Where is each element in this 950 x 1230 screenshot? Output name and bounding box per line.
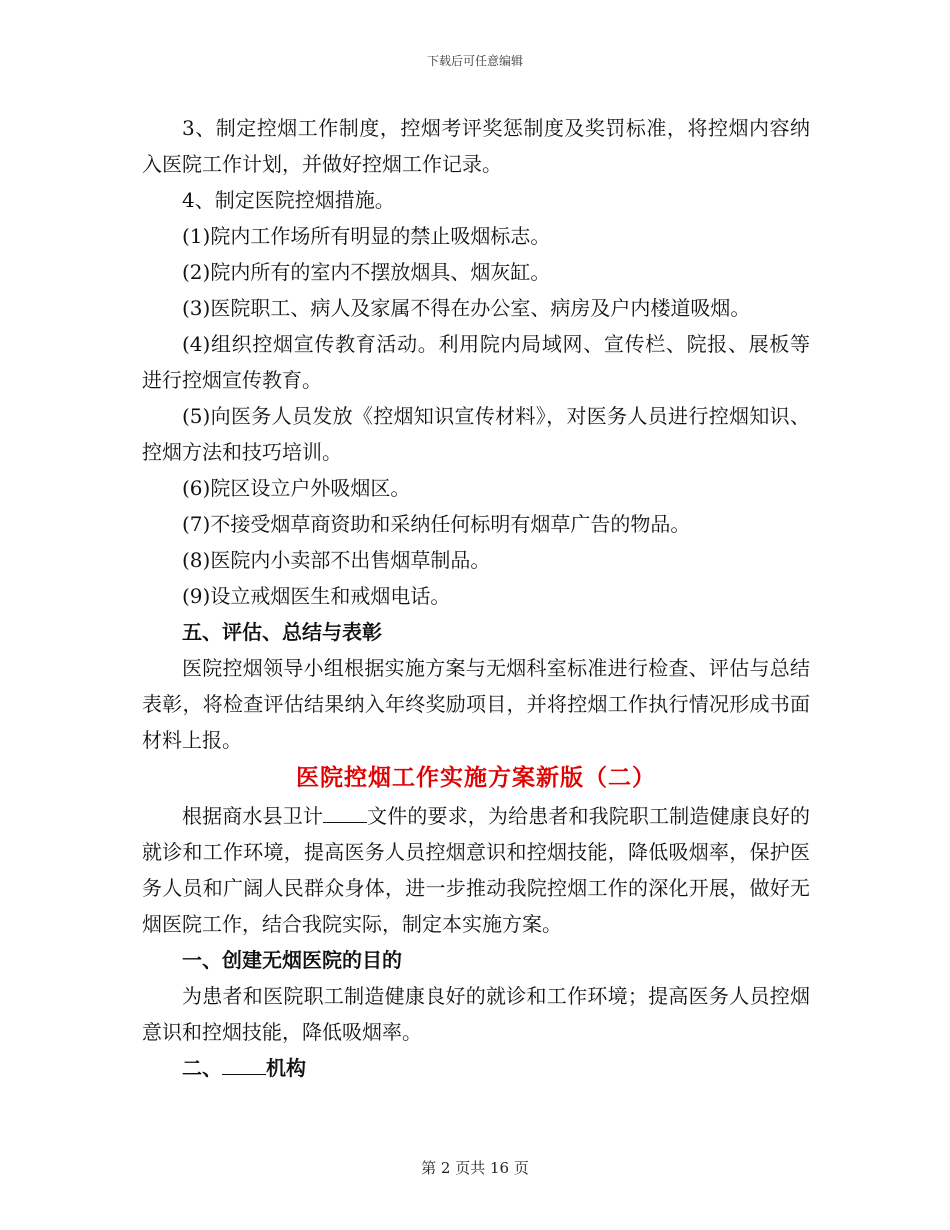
section-heading-1: 一、创建无烟医院的目的 xyxy=(182,948,402,972)
list-item-6: (6)院区设立户外吸烟区。 xyxy=(182,476,411,500)
list-item-5: (5)向医务人员发放《控烟知识宣传材料》，对医务人员进行控烟知识、控烟方法和技巧培训。 xyxy=(142,404,810,464)
section-heading-5: 五、评估、总结与表彰 xyxy=(182,620,382,644)
paragraph-3: 3、制定控烟工作制度，控烟考评奖惩制度及奖罚标准，将控烟内容纳入医院工作计划，并做好控烟工作记录。 xyxy=(142,116,810,176)
list-item-9: (9)设立戒烟医生和戒烟电话。 xyxy=(182,584,451,608)
list-item-8: (8)医院内小卖部不出售烟草制品。 xyxy=(182,548,491,572)
heading-2-suffix: 机构 xyxy=(266,1056,306,1080)
intro-text-rest: 文件的要求，为给患者和我院职工制造健康良好的就诊和工作环境，提高医务人员控烟意识和控烟技能，降低吸烟率，保护医务人员和广阔人民群众身体，进一步推动我院控烟工作的深化开展，做好无烟医院工作，结合我院实际，制定本实施方案。 xyxy=(142,804,811,936)
list-item-4: (4)组织控烟宣传教育活动。利用院内局域网、宣传栏、院报、展板等进行控烟宣传教育。 xyxy=(142,332,810,392)
list-item-3: (3)医院职工、病人及家属不得在办公室、病房及户内楼道吸烟。 xyxy=(182,296,751,320)
list-item-2: (2)院内所有的室内不摆放烟具、烟灰缸。 xyxy=(182,260,551,284)
page-header: 下载后可任意编辑 xyxy=(426,54,523,68)
document-title: 医院控烟工作实施方案新版（二） xyxy=(296,764,656,791)
intro-text-start: 根据商水县卫计 xyxy=(182,804,323,828)
paragraph-4: 4、制定医院控烟措施。 xyxy=(182,188,395,212)
paragraph-evaluation: 医院控烟领导小组根据实施方案与无烟科室标准进行检查、评估与总结表彰，将检查评估结果纳入年终奖励项目，并将控烟工作执行情况形成书面材料上报。 xyxy=(142,656,810,752)
paragraph-intro xyxy=(142,798,810,942)
document-body xyxy=(142,110,810,1086)
blank-underline-heading xyxy=(222,1054,266,1075)
page-footer: 第 2 页共 16 页 xyxy=(421,1159,529,1177)
heading-2-prefix: 二、 xyxy=(182,1056,222,1080)
section-heading-2 xyxy=(142,1050,810,1086)
list-item-1: (1)院内工作场所有明显的禁止吸烟标志。 xyxy=(182,224,551,248)
blank-underline xyxy=(323,802,367,823)
paragraph-purpose: 为患者和医院职工制造健康良好的就诊和工作环境；提高医务人员控烟意识和控烟技能，降低吸烟率。 xyxy=(142,984,810,1044)
list-item-7: (7)不接受烟草商资助和采纳任何标明有烟草广告的物品。 xyxy=(182,512,691,536)
